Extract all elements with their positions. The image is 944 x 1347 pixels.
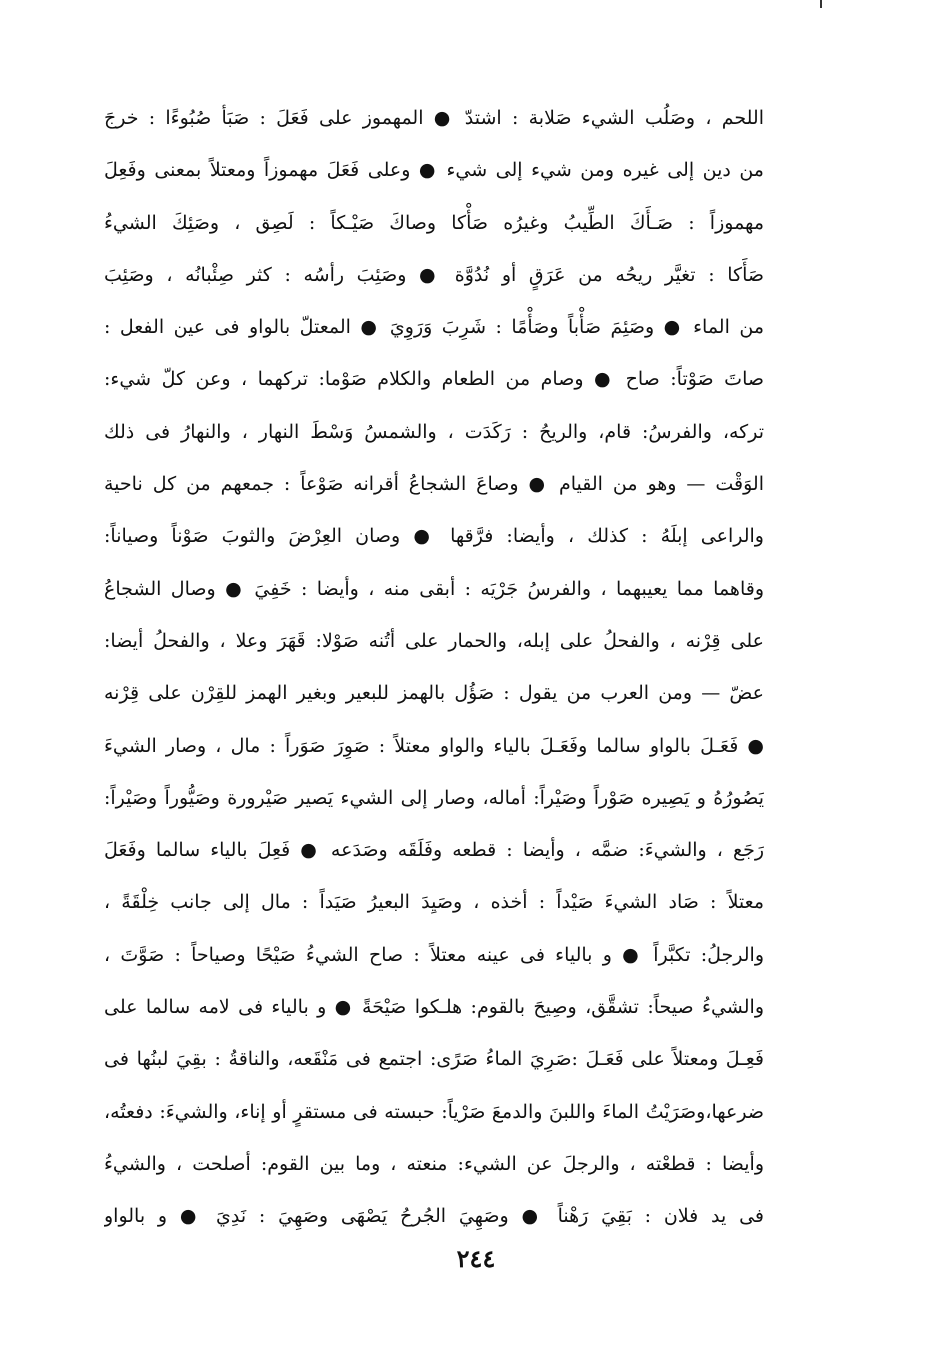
text-line: معتلاً : صَاد الشيءَ صَيْداً : أخذه ، وصَيِدَ البعيرُ صَيَداً : مال إلى جانب خِلْقَةً ، <box>104 891 764 914</box>
text-line: ● فَعَـلَ بالواو سالما وفَعَـلَ بالياء والواو معتلاً : صَوِرَ صَوَراً : مال ، وصار الشيءَ <box>104 734 764 757</box>
text-line: فى يد فلان : بَقِيَ رَهْناً ● وصَهِيَ الجُرحُ يَصْهَى وصَهِيَ : نَدِيَ ● و بالواو <box>104 1205 764 1228</box>
text-line: اللحم ، وصَلُب الشيء صَلابة : اشتدّ ● المهموز على فَعَلَ : صَبَأ صُبُوءًا : خرجَ <box>104 107 764 129</box>
text-line: صَأَكا : تغيَّر ريحُه من عَرَقٍ أو نُدُوَّة ● وصَئِبَ رأسُه : كثر صِئْبانُه ، وصَئِبَ <box>104 263 764 286</box>
page-number: ٢٤٤ <box>456 1244 496 1273</box>
text-line: رَجَع ، والشيءَ: ضمَّه ، وأيضا : قطعه وفَلَقَه وصَدَعه ● فَعِلَ بالياء سالما وفَعَلَ <box>104 839 764 862</box>
text-line: من الماء ● وصَئِمَ صَأْباً وصَأْمًا : شَرِبَ وَرَوِيَ ● المعتلّ بالواو فى عين الفعل : <box>104 316 764 339</box>
text-line: الوَقْت — وهو من القيام ● وصاعَ الشجاعُ أقرانه صَوْعاً : جمعهم من كل ناحية <box>104 473 764 496</box>
text-line: على قِرْنه ، والفحلُ على إبله، والحمار على أتُنه صَوْلا: قَهَرَ وعلا ، والفحلُ أيضا: <box>104 629 764 652</box>
text-line: والشيءُ صيحاً: تشقَّق، وصِيحَ بالقوم: هلـكوا صَيْحَةً ● و بالياء فى لامه سالما على <box>104 996 764 1019</box>
body-text <box>104 92 764 1243</box>
text-line: تركه، والفرسُ: قام، والريحُ : رَكَدَت ، والشمسُ وَسْطَ النهار ، والنهارُ فى ذلك <box>104 420 764 443</box>
text-line: صاتَ صَوْتاً: صاح ● وصام من الطعام والكلام صَوْما: تركهما ، وعن كلّ شيء: <box>104 368 764 391</box>
text-line: وقاهما مما يعيبهما ، والفرسُ جَرْيَه : أبقى منه ، وأيضا : خَفِيَ ● وصال الشجاعُ <box>104 577 764 600</box>
text-line: والراعى إبلَهُ : كذلك ، وأيضا: فرَّقها ● وصان العِرْضَ والثوبَ صَوْناً وصياناً: <box>104 525 764 548</box>
text-line: يَصُورُهُ و يَصِيره صَوْراً وصَيْراً: أماله، وصار إلى الشيء يَصير صَيْرورة وصَيُّوراً وصَيْراً: <box>104 786 764 809</box>
text-line: فَعِـلَ ومعتلاً على فَعَـلَ :صَرِيَ الماءُ صَرًى: اجتمع فى مَنْقَعه، والناقةُ : بقِيَ لبنُها فى <box>104 1048 764 1071</box>
text-line: ضرعها،وصَرَيْتُ الماءَ واللبنَ والدمعَ صَرْياً: حبسته فى مستقرٍ أو إناء، والشيءَ: دفعتُه، <box>104 1100 764 1123</box>
text-line: والرجلُ: تكبَّراً ● و بالياء فى عينه معتلاً : صاح الشيءُ صَيْحًا وصياحاً : صَوَّتَ ، <box>104 943 764 966</box>
text-line: عضّ — ومن العرب من يقول : صَؤُل بالهمز للبعير وبغير الهمز للقِرْن على قِرْنه <box>104 682 764 705</box>
text-line: وأيضا : قطعْته ، والرجلَ عن الشيء: منعته ، وما بين القوم: أصلحت ، والشيءُ <box>104 1152 764 1175</box>
scan-mark <box>820 0 822 8</box>
text-line: من دين إلى غيره ومن شيء إلى شيء ● وعلى فَعَلَ مهموزاً ومعتلاً بمعنى وفَعِلَ <box>104 159 764 182</box>
text-line: مهموزاً : صَـأَكَ الطِّيبُ وغيرُه صَأْكا وصاكَ صَيْـكاً : لَصِق ، وصَئِكَ الشيءُ <box>104 211 764 234</box>
